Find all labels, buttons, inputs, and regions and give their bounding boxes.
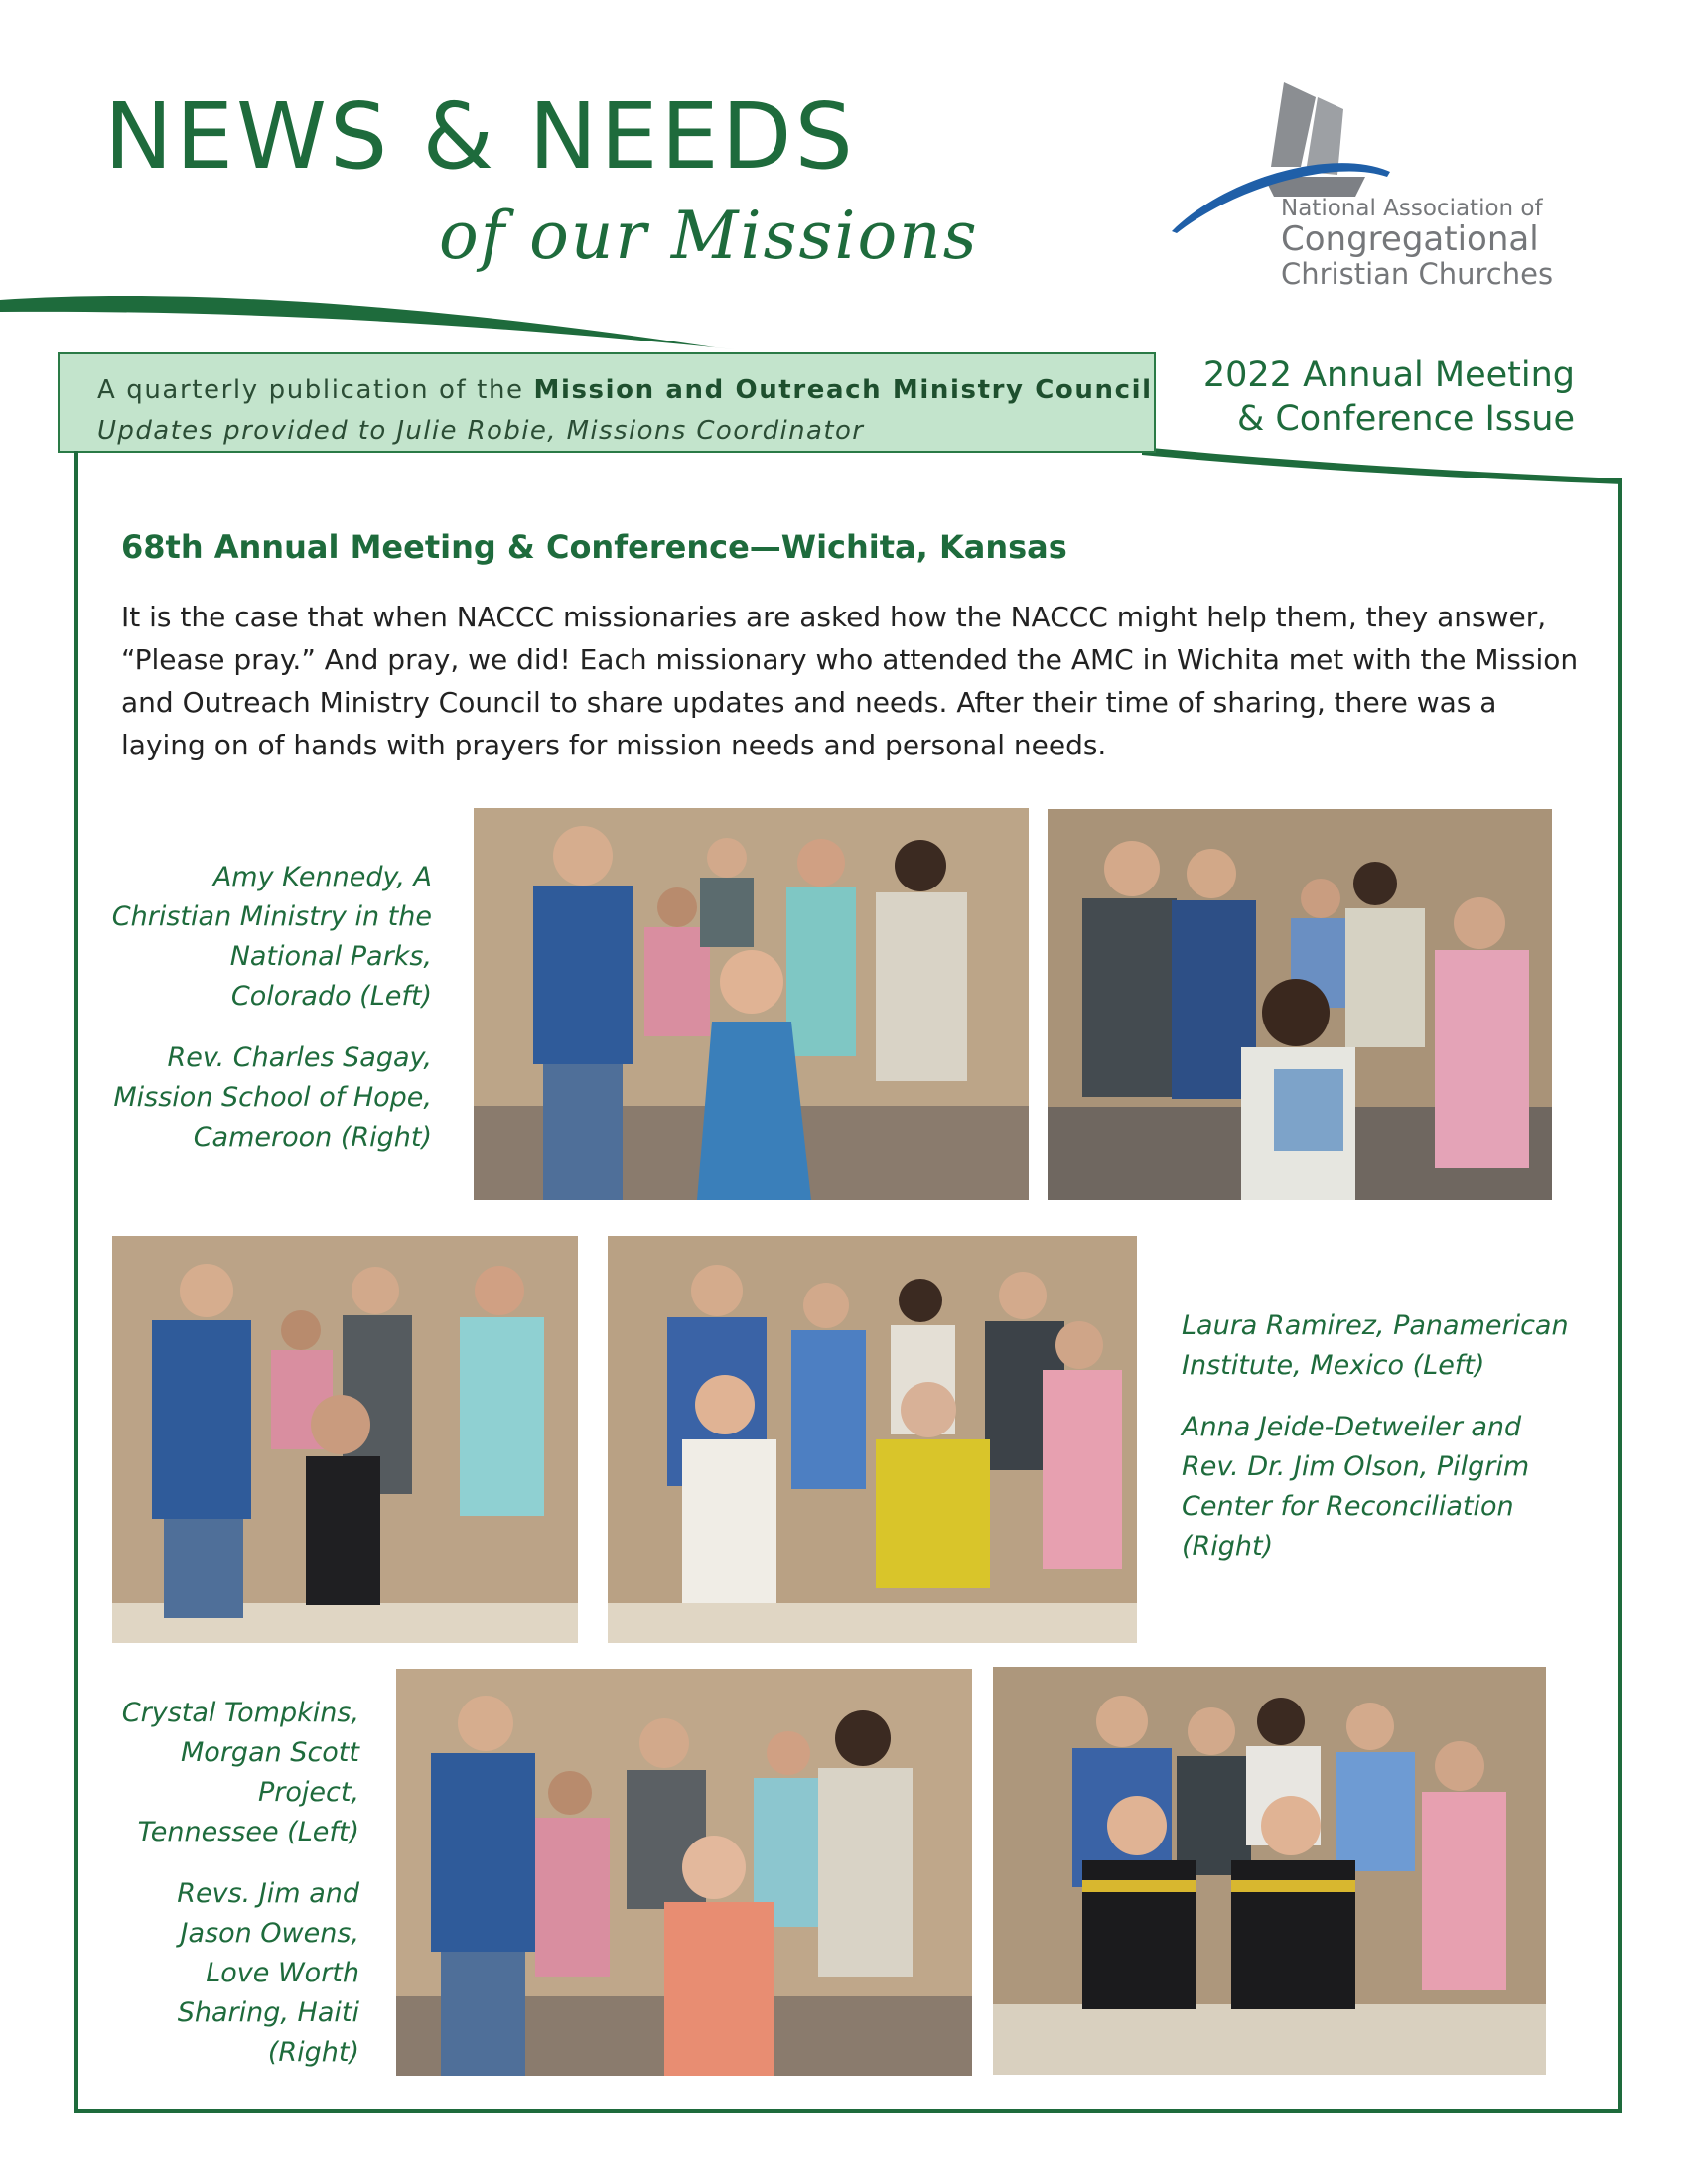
newsletter-title: NEWS & NEEDS: [104, 83, 856, 190]
photo-charles-sagay: [1048, 809, 1552, 1200]
newsletter-subtitle: of our Missions: [439, 198, 979, 274]
caption-crystal-tompkins: Crystal Tompkins, Morgan Scott Project, Tennessee (Left): [121, 1698, 359, 1847]
photo-owens: [993, 1667, 1546, 2075]
photo-laura-ramirez: [112, 1236, 578, 1643]
article-headline: 68th Annual Meeting & Conference—Wichita, Kansas: [121, 528, 1067, 566]
organization-logo-text: [1281, 197, 1553, 291]
photo-crystal-tompkins: [396, 1669, 972, 2076]
logo-line-1: National Association of: [1281, 196, 1543, 221]
banner-line-2: Updates provided to Julie Robie, Missions Coordinator: [97, 416, 865, 446]
issue-label: [1162, 353, 1575, 441]
caption-row3: [109, 1694, 359, 2095]
publication-banner: [58, 352, 1156, 453]
photo-amy-kennedy: [474, 808, 1029, 1200]
issue-line-2: & Conference Issue: [1236, 399, 1575, 439]
caption-row1: [109, 858, 432, 1179]
issue-line-1: 2022 Annual Meeting: [1202, 355, 1575, 395]
caption-amy-kennedy: Amy Kennedy, A Christian Ministry in the National Parks, Colorado (Left): [111, 862, 432, 1012]
caption-olson-detweiler: Anna Jeide-Detweiler and Rev. Dr. Jim Olson, Pilgrim Center for Reconciliation (Right): [1182, 1412, 1530, 1562]
caption-row2: [1182, 1306, 1579, 1588]
banner-council-name: Mission and Outreach Ministry Council: [533, 375, 1153, 405]
article-body: It is the case that when NACCC missionaries are asked how the NACCC might help them, they answer, “Please pray.” And pray, we did! Each missionary who attended the AMC in Wichita met with the Mission and Outreach Ministry Council to share updates and needs. After their time of sharing, there was a laying on of hands with prayers for mission needs and personal needs.: [121, 601, 1579, 761]
frame-right-border: [1618, 480, 1622, 2113]
banner-prefix: A quarterly publication of the: [97, 375, 534, 405]
photo-olson-detweiler: [608, 1236, 1137, 1643]
caption-laura-ramirez: Laura Ramirez, Panamerican Institute, Mexico (Left): [1182, 1310, 1569, 1381]
caption-owens: Revs. Jim and Jason Owens, Love Worth Sharing, Haiti (Right): [177, 1878, 359, 2068]
banner-line-1: [97, 368, 1154, 412]
frame-bottom-border: [74, 2109, 1622, 2113]
logo-line-3: Christian Churches: [1281, 256, 1554, 291]
logo-line-2: Congregational: [1281, 219, 1539, 260]
frame-left-border: [74, 451, 78, 2113]
caption-charles-sagay: Rev. Charles Sagay, Mission School of Hope, Cameroon (Right): [113, 1042, 432, 1153]
